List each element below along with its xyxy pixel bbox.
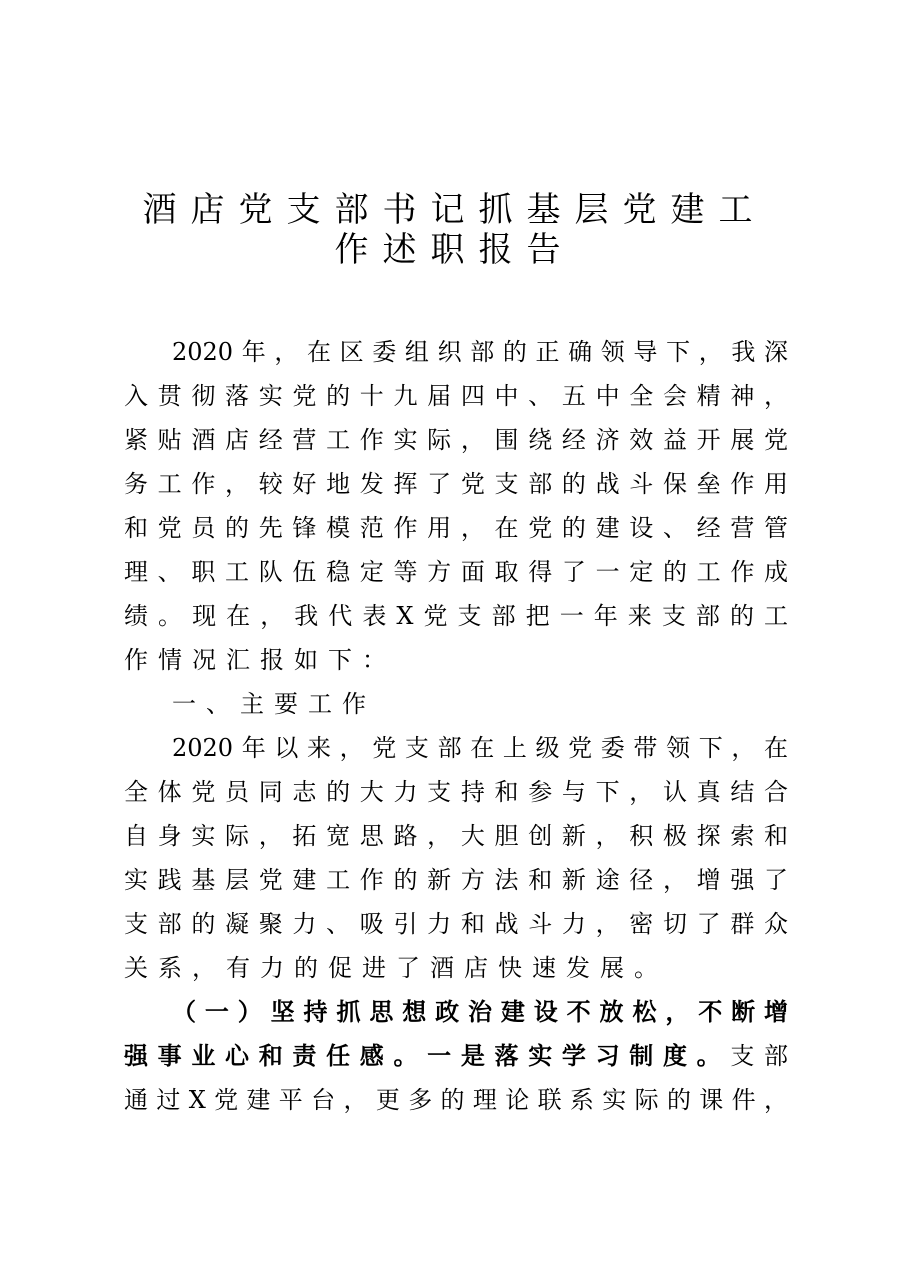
paragraph-political-building (124, 990, 788, 1122)
text-line: 作情况汇报如下： (124, 646, 396, 674)
text-line: 支部的凝聚力、吸引力和战斗力，密切了群众 (124, 910, 788, 938)
text-fragment: 支部 (730, 1042, 789, 1070)
subsection-heading-line: （一）坚持抓思想政治建设不放松，不断增 (172, 997, 788, 1026)
text-line: 紧贴酒店经营工作实际，围绕经济效益开展党 (124, 426, 788, 454)
text-line: 理、职工队伍稳定等方面取得了一定的工作成 (124, 558, 788, 586)
text-line: 通过X党建平台，更多的理论联系实际的课件， (124, 1086, 788, 1114)
text-line-mixed (124, 1034, 788, 1078)
text-line: 关系，有力的促进了酒店快速发展。 (124, 954, 668, 982)
paragraph-intro (124, 330, 788, 682)
text-line: 2020年以来，党支部在上级党委带领下，在 (172, 734, 788, 762)
text-line: 入贯彻落实党的十九届四中、五中全会精神， (124, 382, 788, 410)
paragraph-main-work (124, 726, 788, 990)
subsection-heading-tail: 强事业心和责任感。一是落实学习制度。 (124, 1041, 731, 1070)
text-line: 和党员的先锋模范作用，在党的建设、经营管 (124, 514, 788, 542)
document-title-line-1: 酒店党支部书记抓基层党建工 (142, 190, 767, 230)
text-line: 自身实际，拓宽思路，大胆创新，积极探索和 (124, 822, 788, 850)
section-heading-main-work: 一、主要工作 (172, 690, 376, 718)
text-line: 绩。现在，我代表X党支部把一年来支部的工 (124, 602, 788, 630)
text-line: 实践基层党建工作的新方法和新途径，增强了 (124, 866, 788, 894)
text-line: 2020年，在区委组织部的正确领导下，我深 (172, 338, 788, 366)
document-body (124, 330, 788, 1122)
text-line: 全体党员同志的大力支持和参与下，认真结合 (124, 778, 788, 806)
text-line: 务工作，较好地发挥了党支部的战斗保垒作用 (124, 470, 788, 498)
document-title-line-2: 作述职报告 (334, 230, 575, 270)
